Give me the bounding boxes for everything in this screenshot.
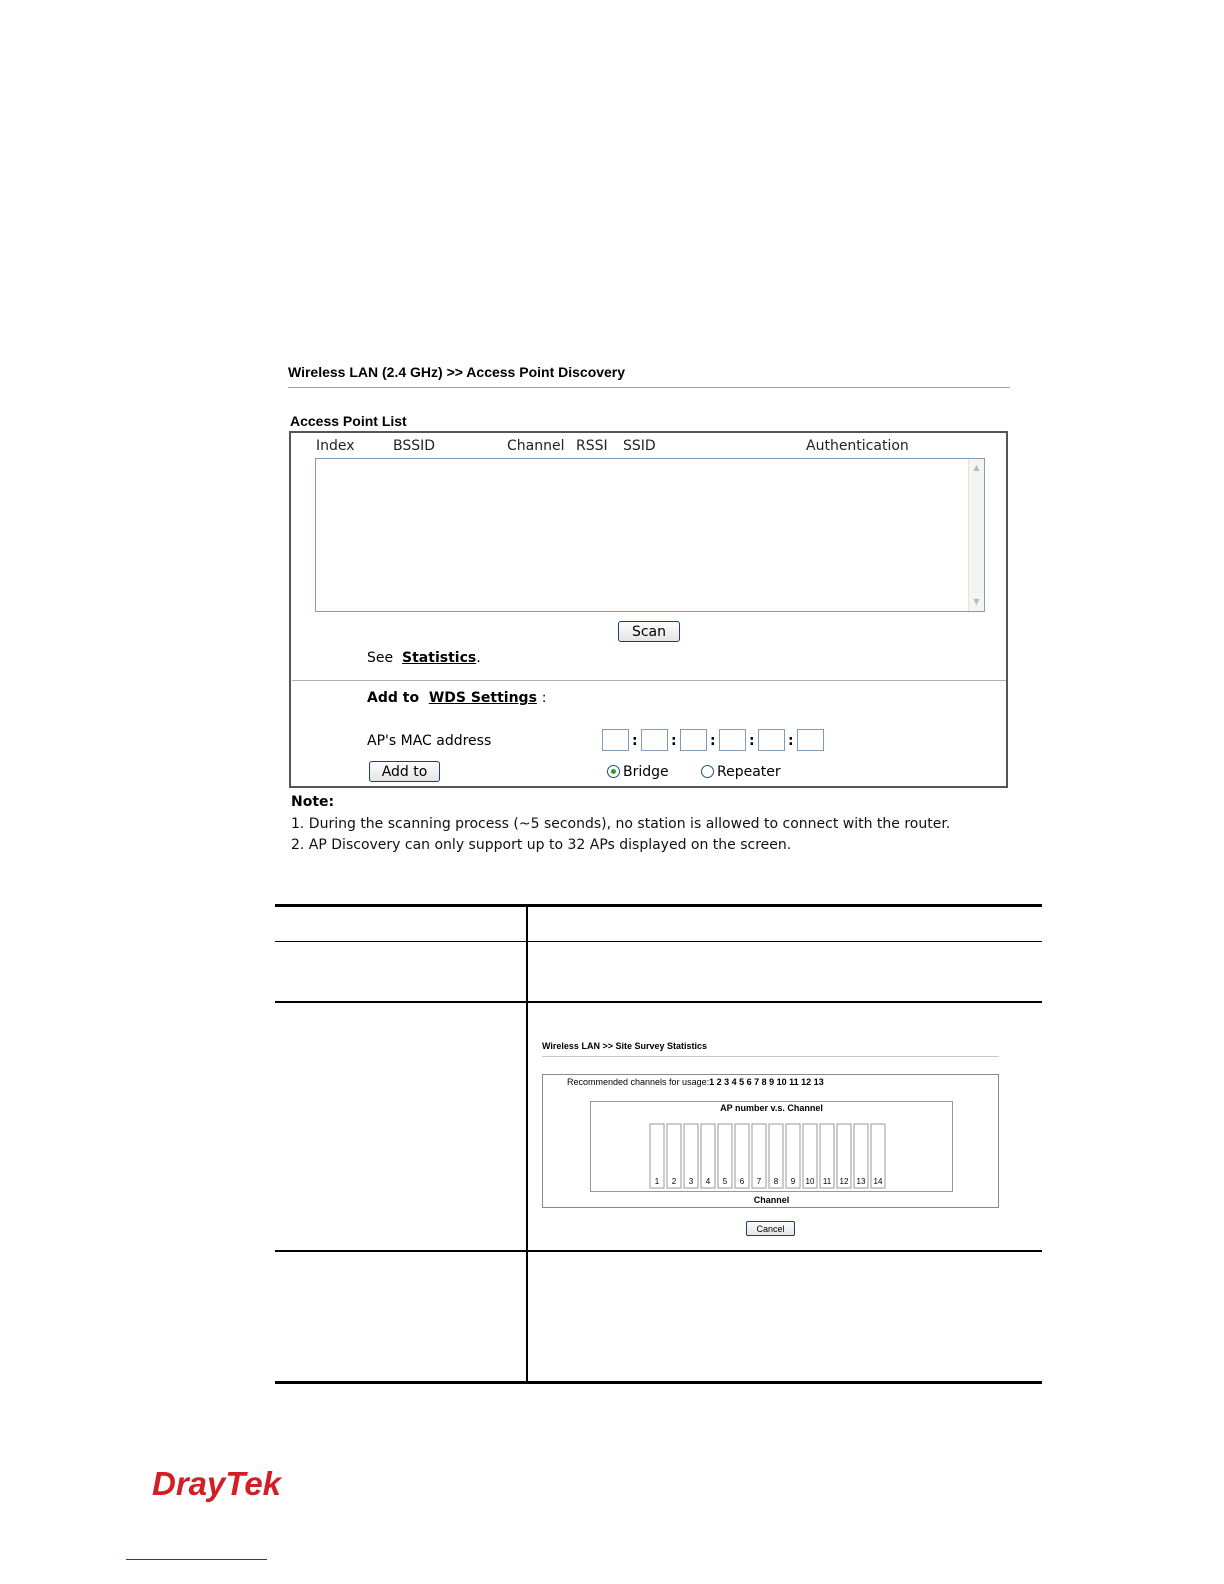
mac-separator: : xyxy=(710,733,716,749)
add-prefix: Add to xyxy=(367,690,420,706)
title-divider xyxy=(288,387,1010,388)
channel-tick-label: 6 xyxy=(739,1177,745,1186)
mac-separator: : xyxy=(788,733,794,749)
mac-octet-3-input[interactable] xyxy=(680,729,707,751)
repeater-radio[interactable] xyxy=(701,765,714,778)
table-top-rule xyxy=(275,904,1042,907)
note-title: Note: xyxy=(291,794,335,810)
mac-octet-2-input[interactable] xyxy=(641,729,668,751)
mac-separator: : xyxy=(632,733,638,749)
channel-tick-label: 12 xyxy=(839,1177,849,1186)
scroll-up-icon[interactable]: ▲ xyxy=(973,463,980,472)
add-to-wds-row xyxy=(367,690,547,706)
note-line: 1. During the scanning process (~5 seconds), no station is allowed to connect with the router. xyxy=(291,816,951,832)
mac-address-label: AP's MAC address xyxy=(367,733,492,749)
table-column-divider xyxy=(526,904,528,1384)
see-statistics-row xyxy=(367,650,481,666)
mac-octet-1-input[interactable] xyxy=(602,729,629,751)
site-survey-title: Wireless LAN >> Site Survey Statistics xyxy=(542,1041,707,1051)
channel-tick-label: 13 xyxy=(856,1177,866,1186)
mac-octet-4-input[interactable] xyxy=(719,729,746,751)
mac-separator: : xyxy=(671,733,677,749)
add-suffix: : xyxy=(541,690,547,706)
access-point-listbox[interactable] xyxy=(315,458,985,612)
table-row-rule xyxy=(275,1250,1042,1252)
mac-separator: : xyxy=(749,733,755,749)
table-row-rule xyxy=(275,1001,1042,1003)
bridge-radio[interactable] xyxy=(607,765,620,778)
scroll-down-icon[interactable]: ▼ xyxy=(973,597,980,606)
channel-tick-label: 2 xyxy=(671,1177,677,1186)
channel-tick-label: 3 xyxy=(688,1177,694,1186)
column-header-bssid: BSSID xyxy=(393,438,436,454)
add-to-button[interactable]: Add to xyxy=(369,761,440,782)
draytek-logo xyxy=(152,1463,292,1507)
channel-tick-label: 4 xyxy=(705,1177,711,1186)
chart-x-axis-label: Channel xyxy=(753,1195,790,1205)
statistics-link[interactable]: Statistics xyxy=(402,650,477,666)
chart-title: AP number v.s. Channel xyxy=(720,1103,823,1113)
column-header-rssi: RSSI xyxy=(576,438,608,454)
bridge-radio-label[interactable]: Bridge xyxy=(623,764,669,780)
channel-tick-label: 9 xyxy=(790,1177,796,1186)
cancel-button[interactable]: Cancel xyxy=(746,1221,795,1236)
site-survey-divider xyxy=(542,1056,999,1057)
table-row-rule xyxy=(275,941,1042,942)
table-bottom-rule xyxy=(275,1381,1042,1384)
access-point-list-label: Access Point List xyxy=(290,413,407,429)
radio-selected-dot xyxy=(611,769,616,774)
mac-octet-5-input[interactable] xyxy=(758,729,785,751)
footer-link-rule xyxy=(126,1559,267,1560)
column-header-index: Index xyxy=(316,438,355,454)
channel-tick-label: 7 xyxy=(756,1177,762,1186)
recommended-channels-row xyxy=(567,1077,824,1087)
column-header-authentication: Authentication xyxy=(806,438,909,454)
channel-chart xyxy=(648,1120,894,1192)
channel-tick-label: 5 xyxy=(722,1177,728,1186)
listbox-scrollbar[interactable] xyxy=(968,459,984,611)
column-header-channel: Channel xyxy=(507,438,565,454)
wds-settings-link[interactable]: WDS Settings xyxy=(428,690,537,706)
channel-tick-label: 1 xyxy=(654,1177,660,1186)
channel-tick-label: 10 xyxy=(805,1177,815,1186)
channel-tick-label: 14 xyxy=(873,1177,883,1186)
repeater-radio-label[interactable]: Repeater xyxy=(717,764,781,780)
recommended-channels-label: Recommended channels for usage: xyxy=(567,1077,710,1087)
panel-divider xyxy=(292,680,1006,681)
recommended-channels-list: 1 2 3 4 5 6 7 8 9 10 11 12 13 xyxy=(709,1077,824,1087)
see-suffix: . xyxy=(476,650,481,666)
see-prefix: See xyxy=(367,650,394,666)
page-title: Wireless LAN (2.4 GHz) >> Access Point Discovery xyxy=(288,364,626,380)
note-line: 2. AP Discovery can only support up to 32 APs displayed on the screen. xyxy=(291,837,792,853)
channel-tick-label: 11 xyxy=(822,1177,832,1186)
mac-octet-6-input[interactable] xyxy=(797,729,824,751)
column-header-ssid: SSID xyxy=(623,438,656,454)
channel-tick-label: 8 xyxy=(773,1177,779,1186)
logo-text: DrayTek xyxy=(152,1465,282,1502)
scan-button[interactable]: Scan xyxy=(618,621,680,642)
